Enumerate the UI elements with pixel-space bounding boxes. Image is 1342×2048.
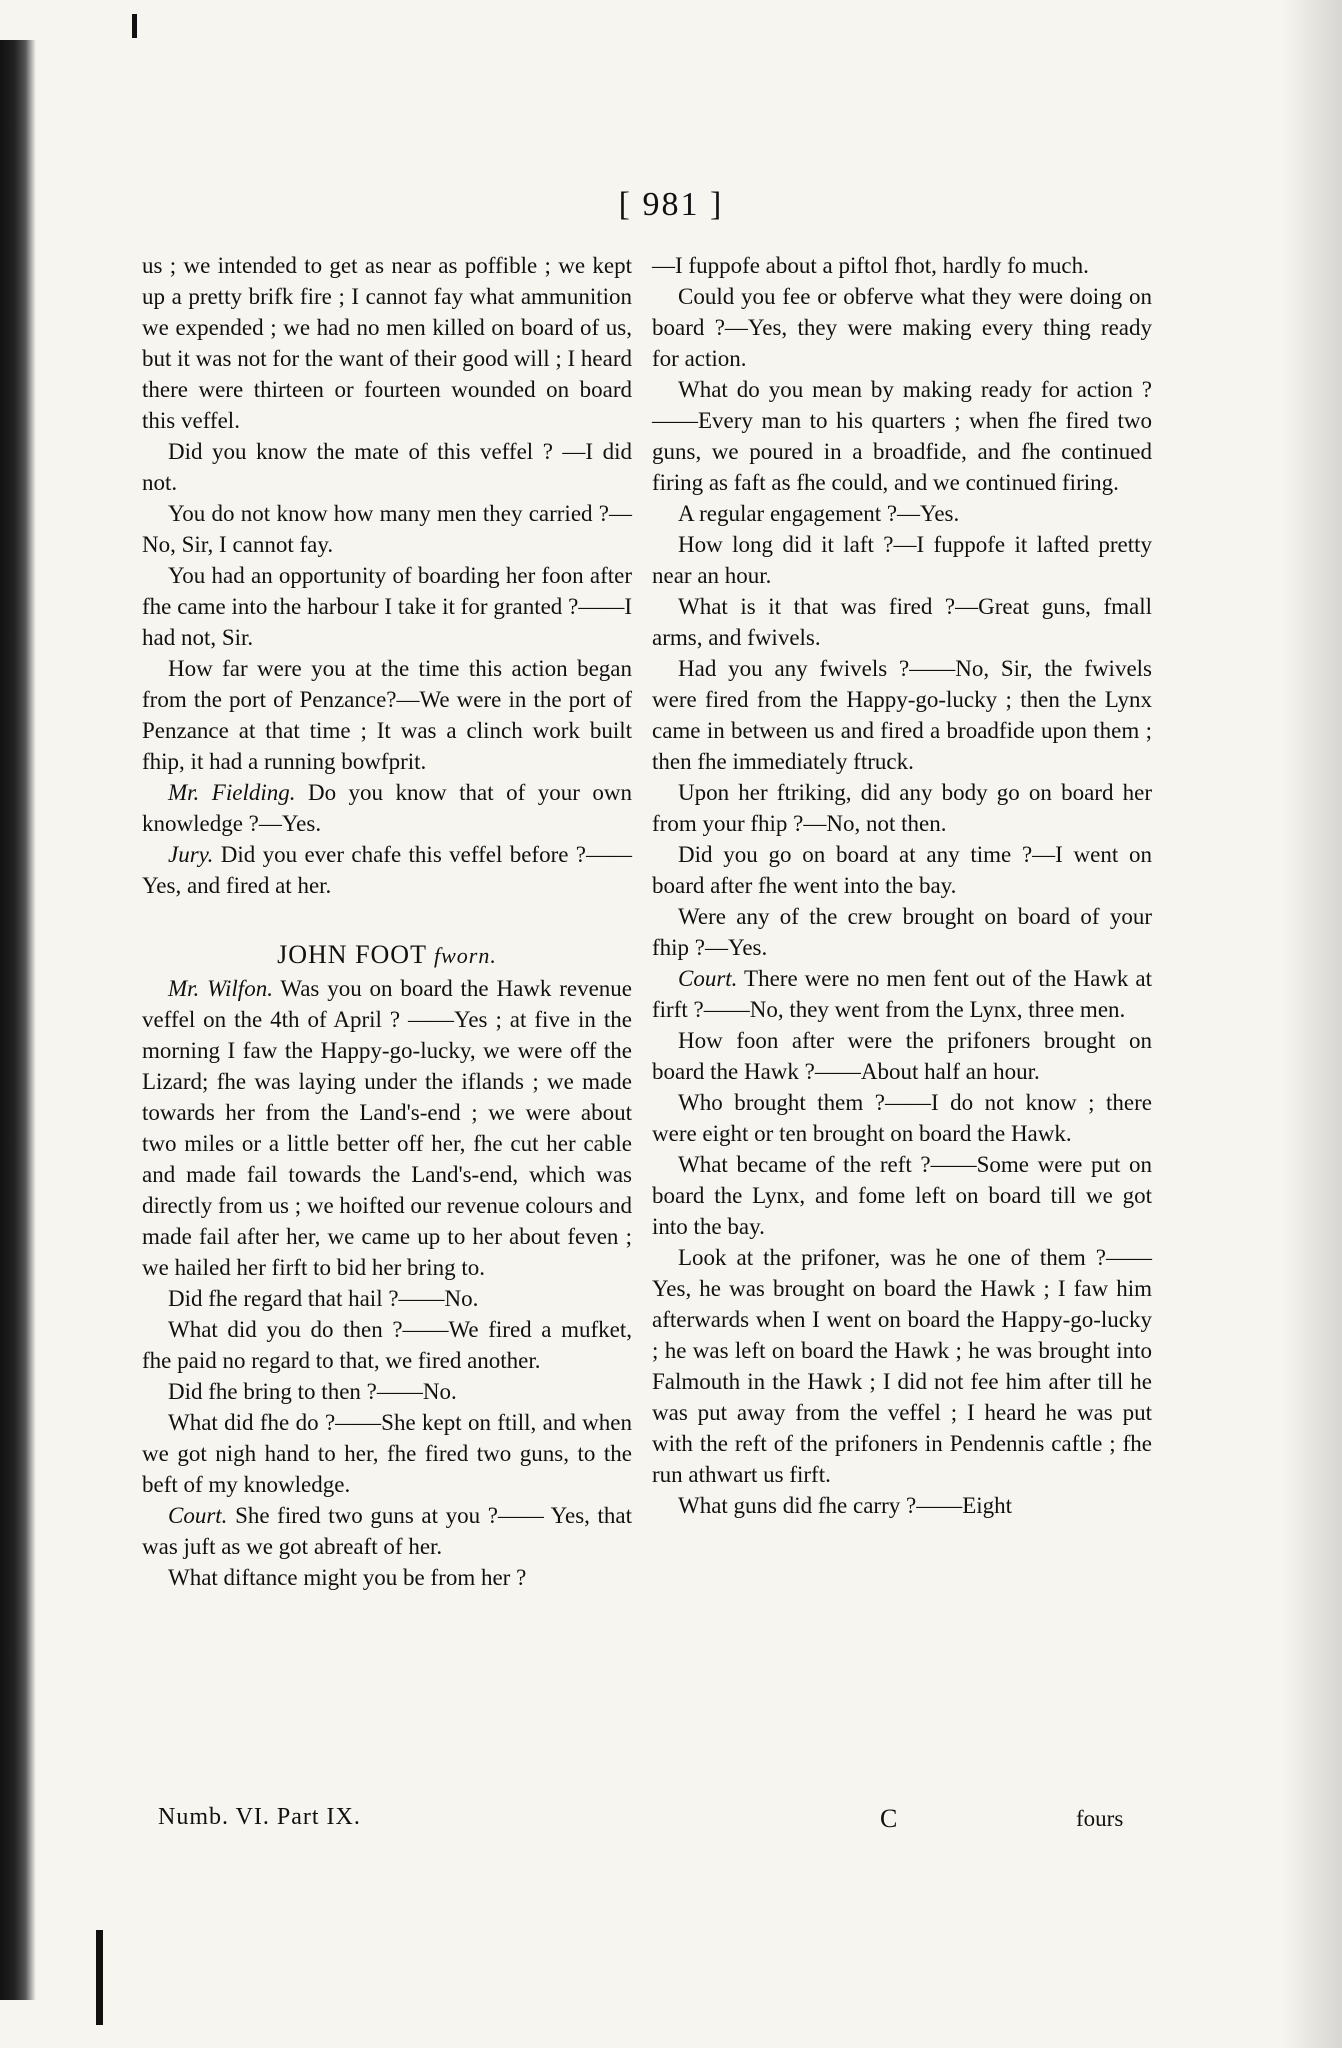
scan-corner-mark: [132, 14, 137, 38]
testimony-paragraph: [652, 777, 1152, 839]
testimony-text: Were any of the crew brought on board of your fhip ?—Yes.: [652, 904, 1152, 960]
testimony-paragraph: [652, 281, 1152, 374]
witness-sworn: fworn.: [434, 943, 497, 968]
testimony-paragraph: [652, 591, 1152, 653]
testimony-text: How far were you at the time this action began from the port of Penzance?—We were in the port of Penzance at that time ; It was a clinch work built fhip, it had a running bowfprit.: [142, 656, 632, 774]
testimony-text: Who brought them ?——I do not know ; there were eight or ten brought on board the Hawk.: [652, 1090, 1152, 1146]
speaker-label: Court.: [678, 966, 738, 991]
testimony-paragraph: [652, 498, 1152, 529]
speaker-label: Mr. Fielding.: [168, 780, 296, 805]
testimony-text: How foon after were the prifoners brought on board the Hawk ?——About half an hour.: [652, 1028, 1152, 1084]
testimony-text: Did fhe regard that hail ?——No.: [168, 1286, 479, 1311]
testimony-text: Was you on board the Hawk revenue veffel on the 4th of April ? ——Yes ; at five in the morning I faw the Happy-go-lucky, we were off the Lizard; fhe was laying under the iflands ; we made towards her from the Land's-end ; we were about two miles or a little better off her, fhe cut her cable and made fail towards the Land's-end, which was directly from us ; we hoifted our revenue colours and made fail after her, we came up to her about feven ; we hailed her firft to bid her bring to.: [142, 976, 632, 1280]
scan-bottom-mark: [96, 1930, 103, 2025]
testimony-text: What guns did fhe carry ?——Eight: [678, 1493, 1013, 1518]
testimony-text: —I fuppofe about a piftol fhot, hardly fo much.: [652, 253, 1089, 278]
testimony-paragraph: [142, 1562, 632, 1593]
testimony-text: What did you do then ?——We fired a mufket, fhe paid no regard to that, we fired another.: [142, 1317, 632, 1373]
right-column: [652, 250, 1152, 1521]
testimony-text: Did you go on board at any time ?—I went on board after fhe went into the bay.: [652, 842, 1152, 898]
testimony-text: Upon her ftriking, did any body go on board her from your fhip ?—No, not then.: [652, 780, 1152, 836]
testimony-paragraph: [142, 1314, 632, 1376]
testimony-paragraph: [652, 839, 1152, 901]
testimony-paragraph: [142, 498, 632, 560]
testimony-text: Did you ever chafe this veffel before ?——Yes, and fired at her.: [142, 842, 633, 898]
left-column: [142, 250, 632, 1593]
testimony-paragraph: [142, 1500, 632, 1562]
page-number: [ 981 ]: [618, 186, 724, 223]
testimony-paragraph: [652, 1490, 1152, 1521]
testimony-paragraph: [142, 777, 632, 839]
testimony-text: There were no men fent out of the Hawk at firft ?——No, they went from the Lynx, three men.: [652, 966, 1153, 1022]
witness-name: JOHN FOOT: [277, 940, 427, 969]
testimony-paragraph: [652, 1242, 1152, 1490]
testimony-paragraph: [142, 560, 632, 653]
testimony-text: Do you know that of your own knowledge ?—Yes.: [142, 780, 632, 836]
testimony-paragraph: [652, 901, 1152, 963]
testimony-paragraph: [652, 1025, 1152, 1087]
testimony-text: us ; we intended to get as near as poffible ; we kept up a pretty brifk fire ; I cannot fay what ammunition we expended ; we had no men killed on board of us, but it was not for the want of their good will ; I heard there were thirteen or fourteen wounded on board this veffel.: [142, 253, 632, 433]
scan-right-edge: [1282, 0, 1342, 2048]
scan-binding-edge: [0, 40, 36, 2000]
testimony-paragraph: [142, 436, 632, 498]
testimony-text: A regular engagement ?—Yes.: [678, 501, 960, 526]
testimony-paragraph: [652, 529, 1152, 591]
testimony-paragraph: [142, 1407, 632, 1500]
testimony-text: What diftance might you be from her ?: [168, 1565, 527, 1590]
testimony-text: How long did it laft ?—I fuppofe it lafted pretty near an hour.: [652, 532, 1152, 588]
issue-line: Numb. VI. Part IX.: [158, 1804, 361, 1830]
testimony-paragraph: [142, 653, 632, 777]
testimony-text: What did fhe do ?——She kept on ftill, and when we got nigh hand to her, fhe fired two guns, to the beft of my knowledge.: [142, 1410, 632, 1497]
catchword: fours: [1076, 1806, 1124, 1831]
witness-heading: [142, 939, 632, 971]
testimony-text: What do you mean by making ready for action ?——Every man to his quarters ; when fhe fired two guns, we poured in a broadfide, and fhe continued firing as faft as fhe could, and we continued firing.: [652, 377, 1152, 495]
speaker-label: Mr. Wilfon.: [168, 976, 273, 1001]
testimony-text: You had an opportunity of boarding her foon after fhe came into the harbour I take it for granted ?——I had not, Sir.: [142, 563, 632, 650]
speaker-label: Jury.: [168, 842, 214, 867]
testimony-paragraph: [652, 653, 1152, 777]
testimony-text: Had you any fwivels ?——No, Sir, the fwivels were fired from the Happy-go-lucky ; then the Lynx came in between us and fired a broadfide upon them ; then fhe immediately ftruck.: [652, 656, 1152, 774]
testimony-paragraph: [142, 250, 632, 436]
testimony-text: Did you know the mate of this veffel ? —I did not.: [142, 439, 632, 495]
testimony-paragraph: [142, 1283, 632, 1314]
testimony-paragraph: [652, 250, 1152, 281]
testimony-text: She fired two guns at you ?—— Yes, that was juft as we got abreaft of her.: [142, 1503, 633, 1559]
speaker-label: Court.: [168, 1503, 228, 1528]
testimony-text: You do not know how many men they carried ?—No, Sir, I cannot fay.: [142, 501, 632, 557]
testimony-text: What became of the reft ?——Some were put on board the Lynx, and fome left on board till we got into the bay.: [652, 1152, 1152, 1239]
testimony-paragraph: [652, 374, 1152, 498]
testimony-text: Did fhe bring to then ?——No.: [168, 1379, 457, 1404]
testimony-paragraph: [142, 1376, 632, 1407]
testimony-paragraph: [652, 963, 1152, 1025]
testimony-text: Could you fee or obferve what they were doing on board ?—Yes, they were making every thing ready for action.: [652, 284, 1152, 371]
testimony-text: Look at the prifoner, was he one of them ?——Yes, he was brought on board the Hawk ; I faw him afterwards when I went on board the Happy-go-lucky ; he was left on board the Hawk ; he was brought into Falmouth in the Hawk ; I did not fee him after till he was put away from the veffel ; I heard he was put with the reft of the prifoners in Pendennis caftle ; fhe run athwart us firft.: [652, 1245, 1152, 1487]
testimony-paragraph: [652, 1149, 1152, 1242]
signature-mark: C: [880, 1804, 898, 1833]
testimony-paragraph: [142, 839, 632, 901]
testimony-text: What is it that was fired ?—Great guns, fmall arms, and fwivels.: [652, 594, 1152, 650]
testimony-paragraph: [652, 1087, 1152, 1149]
testimony-paragraph: [142, 973, 632, 1283]
